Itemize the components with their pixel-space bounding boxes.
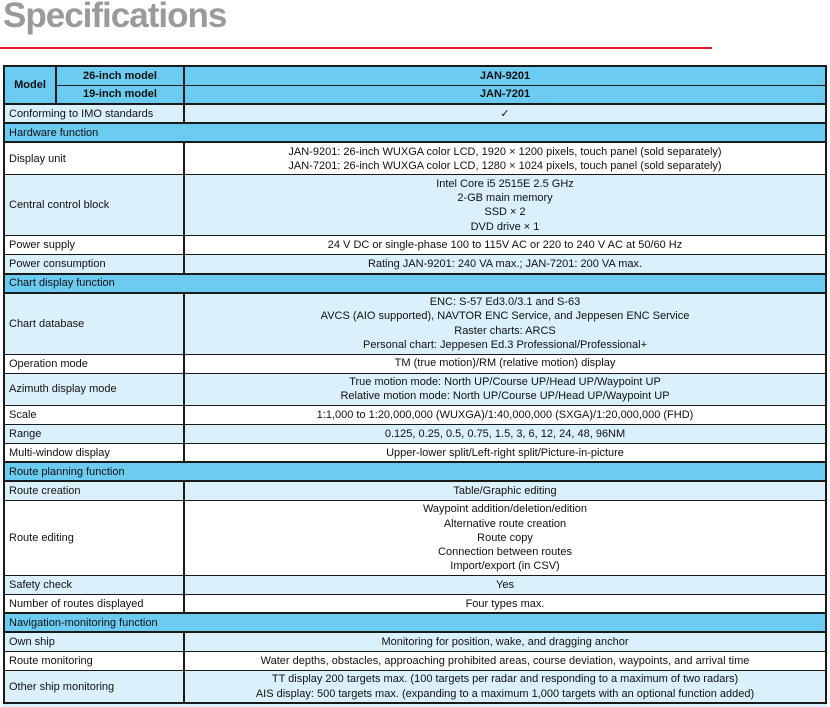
spec-row-value: [184, 594, 826, 613]
value-line: Relative motion mode: North UP/Course UP/Head UP/Waypoint UP: [340, 390, 670, 403]
spec-row-azimuth-display-mode: [4, 373, 826, 405]
spec-row-label: Power consumption: [4, 255, 184, 274]
value-line: Monitoring for position, wake, and dragging anchor: [381, 636, 629, 649]
specifications-table-container: [3, 65, 827, 707]
value-line: Waypoint addition/deletion/edition: [422, 503, 588, 516]
value-line: Table/Graphic editing: [453, 485, 557, 498]
value-line: Water depths, obstacles, approaching prohibited areas, course deviation, waypoints, and arrival time: [260, 654, 750, 667]
spec-row-value: [184, 443, 826, 462]
value-line: AVCS (AIO supported), NAVTOR ENC Service, and Jeppesen ENC Service: [320, 310, 690, 323]
model-header-row-1: [4, 66, 826, 85]
spec-row-value: [184, 575, 826, 594]
page-title: Specifications: [3, 0, 227, 35]
section-header-route-planning-function: Route planning function: [4, 462, 826, 481]
model-number-jan-9201: JAN-9201: [184, 66, 826, 85]
spec-row-label: Safety check: [4, 575, 184, 594]
spec-row-label: Range: [4, 424, 184, 443]
spec-row-value: [184, 255, 826, 274]
spec-row-route-creation: [4, 481, 826, 500]
spec-row-multi-window-display: [4, 443, 826, 462]
value-line: Personal chart: Jeppesen Ed.3 Professional/Professional+: [362, 338, 648, 351]
imo-row-label: Conforming to IMO standards: [4, 104, 184, 123]
value-line: 24 V DC or single-phase 100 to 115V AC or 220 to 240 V AC at 50/60 Hz: [327, 239, 683, 252]
spec-row-value: [184, 236, 826, 255]
value-line: Rating JAN-9201: 240 VA max.; JAN-7201: 200 VA max.: [367, 257, 643, 270]
value-line: Yes: [496, 578, 514, 591]
spec-row-value: [184, 405, 826, 424]
spec-row-value: [184, 142, 826, 175]
spec-row-power-consumption: [4, 255, 826, 274]
value-line: AIS display: 500 targets max. (expanding to a maximum 1,000 targets with an optional function added): [255, 687, 755, 700]
value-line: TM (true motion)/RM (relative motion) display: [394, 357, 616, 370]
spec-row-number-of-routes-displayed: [4, 594, 826, 613]
spec-row-scale: [4, 405, 826, 424]
spec-row-label: Own ship: [4, 632, 184, 651]
spec-row-chart-database: [4, 293, 826, 354]
value-line: 2-GB main memory: [457, 192, 553, 205]
spec-row-own-ship: [4, 632, 826, 651]
value-line: Import/export (in CSV): [450, 560, 560, 573]
spec-row-display-unit: [4, 142, 826, 175]
value-line: TT display 200 targets max. (100 targets per radar and responding to a maximum of two radars): [271, 673, 739, 686]
spec-row-label: Multi-window display: [4, 443, 184, 462]
value-line: Intel Core i5 2515E 2.5 GHz: [436, 177, 574, 190]
spec-row-value: [184, 632, 826, 651]
spec-row-label: Operation mode: [4, 354, 184, 373]
spec-row-value: [184, 373, 826, 405]
spec-row-label: Route monitoring: [4, 651, 184, 670]
imo-standards-row: [4, 104, 826, 123]
value-line: Alternative route creation: [443, 517, 567, 530]
spec-row-value: [184, 354, 826, 373]
value-line: Upper-lower split/Left-right split/Picture-in-picture: [386, 446, 624, 459]
section-row-chart-display-function: [4, 274, 826, 293]
spec-row-other-ship-monitoring: [4, 670, 826, 703]
spec-row-safety-check: [4, 575, 826, 594]
spec-row-value: [184, 175, 826, 236]
title-underline-rule: [0, 47, 712, 49]
value-line: Four types max.: [465, 597, 545, 610]
spec-row-route-editing: [4, 500, 826, 575]
section-header-chart-display-function: Chart display function: [4, 274, 826, 293]
specifications-table: [3, 65, 827, 704]
section-header-navigation-monitoring-function: Navigation-monitoring function: [4, 613, 826, 632]
value-line: SSD × 2: [484, 206, 526, 219]
spec-row-label: Central control block: [4, 175, 184, 236]
model-header-row-2: [4, 85, 826, 104]
spec-row-label: Route creation: [4, 481, 184, 500]
section-row-hardware-function: [4, 123, 826, 142]
value-line: Raster charts: ARCS: [454, 324, 556, 337]
spec-row-label: Other ship monitoring: [4, 670, 184, 703]
value-line: Connection between routes: [438, 546, 572, 559]
checkmark-icon: ✓: [184, 104, 826, 123]
spec-row-label: Display unit: [4, 142, 184, 175]
value-line: JAN-7201: 26-inch WUXGA color LCD, 1280 × 1024 pixels, touch panel (sold separately): [288, 159, 722, 172]
spec-row-operation-mode: [4, 354, 826, 373]
section-header-hardware-function: Hardware function: [4, 123, 826, 142]
spec-row-label: Route editing: [4, 500, 184, 575]
value-line: DVD drive × 1: [470, 220, 540, 233]
spec-row-label: Power supply: [4, 236, 184, 255]
value-line: True motion mode: North UP/Course UP/Head UP/Waypoint UP: [349, 376, 661, 389]
spec-row-power-supply: [4, 236, 826, 255]
value-line: 1:1,000 to 1:20,000,000 (WUXGA)/1:40,000,000 (SXGA)/1:20,000,000 (FHD): [316, 408, 694, 421]
model-header-label: Model: [4, 66, 56, 104]
model-size-26-inch: 26-inch model: [56, 66, 184, 85]
spec-row-value: [184, 293, 826, 354]
value-line: JAN-9201: 26-inch WUXGA color LCD, 1920 × 1200 pixels, touch panel (sold separately): [288, 145, 722, 158]
spec-row-central-control-block: [4, 175, 826, 236]
value-line: 0.125, 0.25, 0.5, 0.75, 1.5, 3, 6, 12, 24, 48, 96NM: [384, 427, 626, 440]
spec-row-value: [184, 481, 826, 500]
spec-row-route-monitoring: [4, 651, 826, 670]
model-number-jan-7201: JAN-7201: [184, 85, 826, 104]
section-row-navigation-monitoring-function: [4, 613, 826, 632]
value-line: Route copy: [477, 531, 533, 544]
spec-row-value: [184, 651, 826, 670]
spec-row-label: Azimuth display mode: [4, 373, 184, 405]
spec-row-label: Number of routes displayed: [4, 594, 184, 613]
value-line: ENC: S-57 Ed3.0/3.1 and S-63: [429, 296, 581, 309]
spec-row-value: [184, 500, 826, 575]
model-size-19-inch: 19-inch model: [56, 85, 184, 104]
section-row-route-planning-function: [4, 462, 826, 481]
spec-row-range: [4, 424, 826, 443]
spec-row-label: Chart database: [4, 293, 184, 354]
spec-row-value: [184, 670, 826, 703]
spec-row-label: Scale: [4, 405, 184, 424]
spec-row-value: [184, 424, 826, 443]
